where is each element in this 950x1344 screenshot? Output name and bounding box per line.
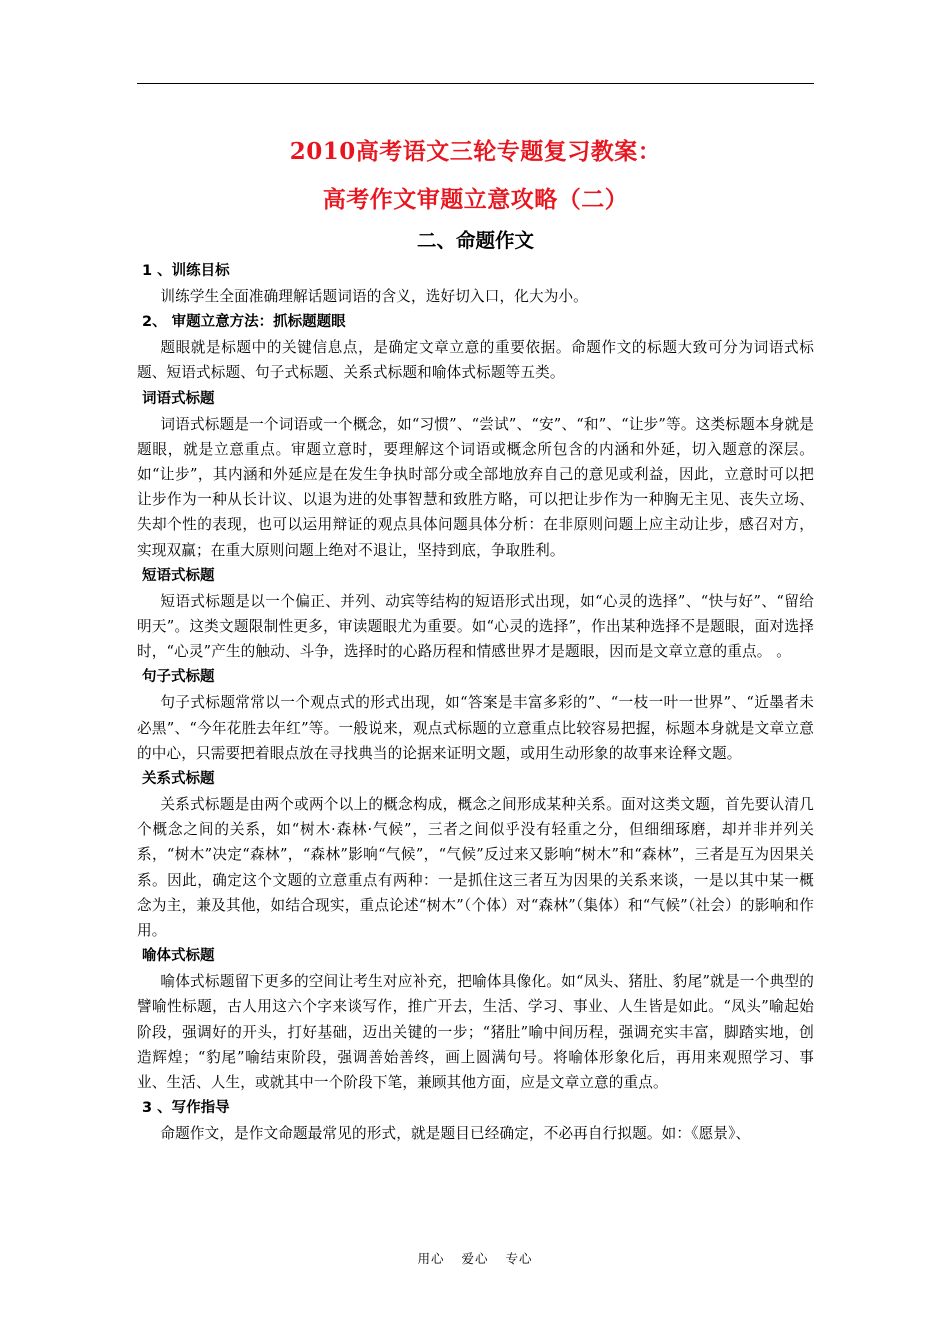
- paragraph: 命题作文，是作文命题最常见的形式，就是题目已经确定，不必再自行拟题。如：《愿景》、: [160, 1125, 751, 1143]
- footer-item: 爱心: [461, 1251, 489, 1266]
- section-heading: 3 、写作指导: [142, 1100, 230, 1117]
- page-footer: [0, 1249, 950, 1267]
- section-title: 二、命题作文: [416, 229, 534, 252]
- section-heading: 句子式标题: [142, 669, 215, 686]
- section-heading: 2、 审题立意方法：抓标题题眼: [142, 314, 346, 331]
- section-heading: 喻体式标题: [142, 948, 215, 965]
- document-title: 2010高考语文三轮专题复习教案：: [289, 138, 662, 165]
- footer-item: 专心: [505, 1251, 533, 1266]
- footer-item: 用心: [417, 1251, 445, 1266]
- section-heading: 短语式标题: [142, 567, 215, 584]
- paragraph: 喻体式标题留下更多的空间让考生对应补充，把喻体具像化。如“凤头、猪肚、豹尾”就是一个典型的譬喻性标题，古人用这六个字来谈写作，推广开去，生活、学习、事业、人生皆是如此。“凤头”喻起始阶段，强调好的开头，打好基础，迈出关键的一步；“猪肚”喻中间历程，强调充实丰富，脚踏实地，创造辉煌；“豹尾”喻结束阶段，强调善始善终，画上圆满句号。将喻体形象化后，再用来观照学习、事业、生活、人生，或就其中一个阶段下笔，兼顾其他方面，应是文章立意的重点。: [137, 973, 814, 1092]
- section-heading: 词语式标题: [142, 390, 215, 407]
- section-heading: 关系式标题: [142, 771, 215, 788]
- content-blocks: [137, 258, 814, 1146]
- paragraph: 题眼就是标题中的关键信息点，是确定文章立意的重要依据。命题作文的标题大致可分为词语式标题、短语式标题、句子式标题、关系式标题和喻体式标题等五类。: [137, 339, 814, 382]
- paragraph: 短语式标题是以一个偏正、并列、动宾等结构的短语形式出现，如“心灵的选择”、“快与好”、“留给明天”。这类文题限制性更多，审读题眼尤为重要。如“心灵的选择”，作出某种选择不是题眼，面对选择时，“心灵”产生的触动、斗争，选择时的心路历程和情感世界才是题眼，因而是文章立意的重点。 。: [137, 592, 814, 661]
- paragraph: 关系式标题是由两个或两个以上的概念构成，概念之间形成某种关系。面对这类文题，首先要认清几个概念之间的关系，如“树木·森林·气候”，三者之间似乎没有轻重之分，但细细琢磨，却并非并列关系，“树木”决定“森林”，“森林”影响“气候”，“气候”反过来又影响“树木”和“森林”，三者是互为因果关系。因此，确定这个文题的立意重点有两种：一是抓住这三者互为因果的关系来谈，一是以其中某一概念为主，兼及其他，如结合现实，重点论述“树木”（个体）对“森林”（集体）和“气候”（社会）的影响和作用。: [137, 796, 814, 940]
- header-rule: [137, 83, 814, 84]
- paragraph: 训练学生全面准确理解话题词语的含义，选好切入口，化大为小。: [160, 288, 588, 305]
- paragraph: 词语式标题是一个词语或一个概念，如“习惯”、“尝试”、“安”、“和”、“让步”等。这类标题本身就是题眼，就是立意重点。审题立意时，要理解这个词语或概念所包含的内涵和外延，切入题意的深层。如“让步”，其内涵和外延应是在发生争执时部分或全部地放弃自己的意见或利益，因此，立意时可以把让步作为一种从长计议、以退为进的处事智慧和致胜方略，可以把让步作为一种胸无主见、丧失立场、失却个性的表现，也可以运用辩证的观点具体问题具体分析：在非原则问题上应主动让步，感召对方，实现双赢；在重大原则问题上绝对不退让，坚持到底，争取胜利。: [137, 415, 814, 559]
- document-subtitle: 高考作文审题立意攻略（二）: [322, 186, 629, 213]
- paragraph: 句子式标题常常以一个观点式的形式出现，如“答案是丰富多彩的”、“一枝一叶一世界”、“近墨者未必黑”、“今年花胜去年红”等。一般说来，观点式标题的立意重点比较容易把握，标题本身就是文章立意的中心，只需要把着眼点放在寻找典当的论据来证明文题，或用生动形象的故事来诠释文题。: [137, 694, 814, 762]
- document-body: [137, 128, 814, 1146]
- section-heading: 1 、训练目标: [142, 263, 230, 279]
